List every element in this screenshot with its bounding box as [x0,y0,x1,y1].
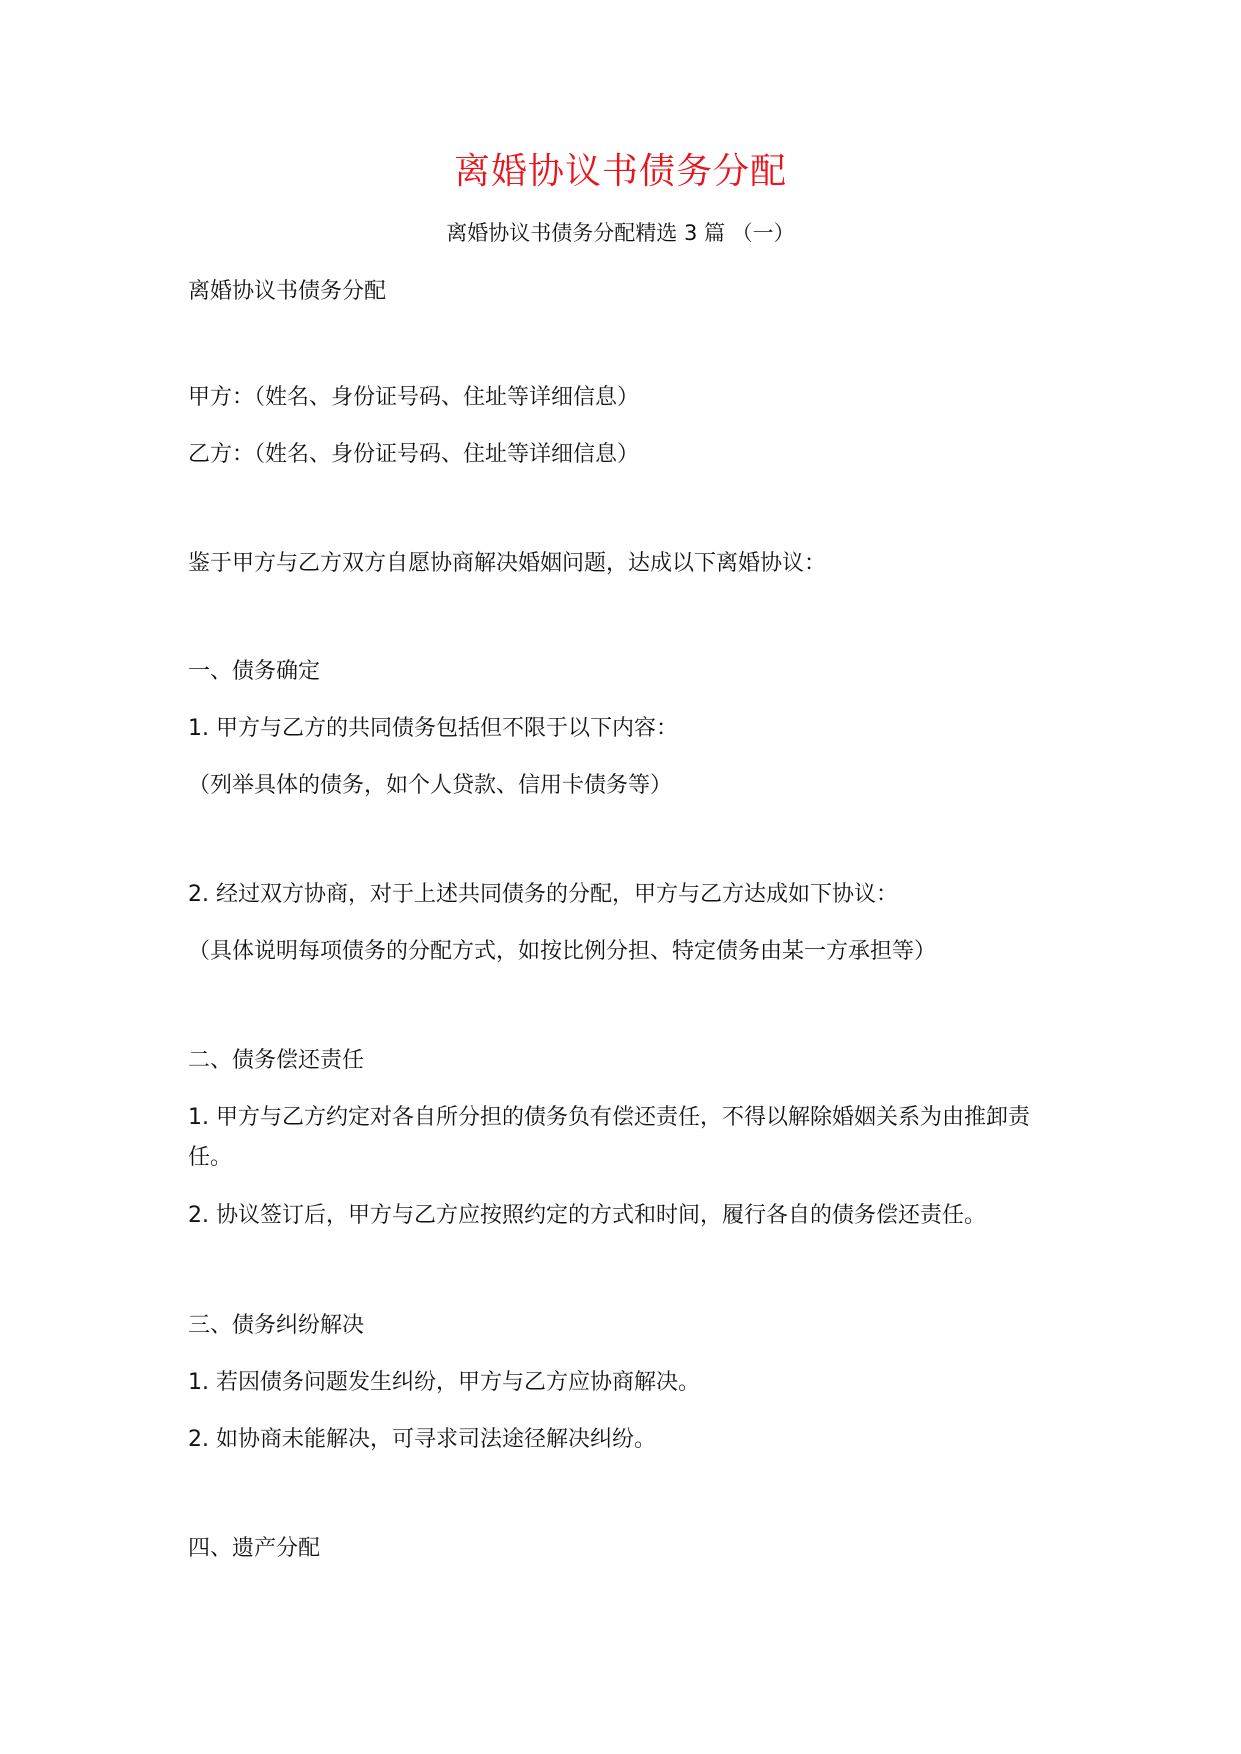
document-subtitle: 离婚协议书债务分配精选 3 篇 （一） [446,221,795,245]
section-heading: 四、遗产分配 [188,1536,321,1561]
section-heading: 一、债务确定 [188,659,321,684]
paragraph: 2. 协议签订后，甲方与乙方应按照约定的方式和时间，履行各自的债务偿还责任。 [188,1203,986,1228]
preamble: 鉴于甲方与乙方双方自愿协商解决婚姻问题，达成以下离婚协议： [188,551,827,576]
party-a-line: 甲方：（姓名、身份证号码、住址等详细信息） [188,385,640,410]
section-heading: 二、债务偿还责任 [188,1048,365,1073]
party-b-line: 乙方：（姓名、身份证号码、住址等详细信息） [188,442,640,467]
paragraph: 2. 如协商未能解决，可寻求司法途径解决纠纷。 [188,1427,656,1452]
paragraph: （列举具体的债务，如个人贷款、信用卡债务等） [188,773,673,798]
paragraph: （具体说明每项债务的分配方式，如按比例分担、特定债务由某一方承担等） [188,939,937,964]
document-heading: 离婚协议书债务分配 [188,279,387,304]
paragraph: 1. 甲方与乙方的共同债务包括但不限于以下内容： [188,716,678,741]
section-heading: 三、债务纠纷解决 [188,1313,365,1338]
paragraph: 1. 甲方与乙方约定对各自所分担的债务负有偿还责任，不得以解除婚姻关系为由推卸责任。 [188,1105,1030,1170]
paragraph: 1. 若因债务问题发生纠纷，甲方与乙方应协商解决。 [188,1370,700,1395]
paragraph: 2. 经过双方协商，对于上述共同债务的分配，甲方与乙方达成如下协议： [188,882,898,907]
document-title: 离婚协议书债务分配 [453,151,787,192]
